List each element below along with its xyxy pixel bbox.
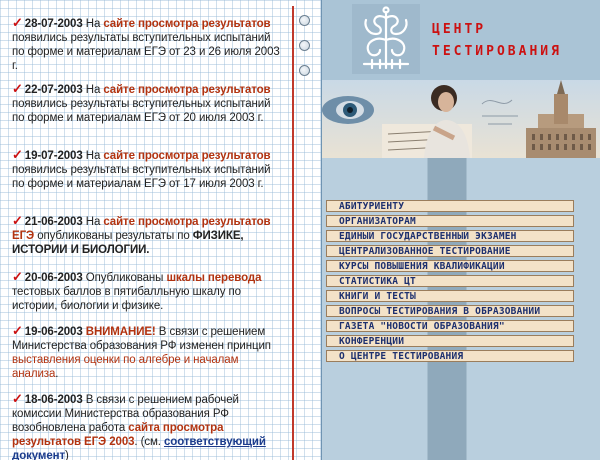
- news-text: .: [55, 368, 59, 380]
- news-text: . (см.: [134, 436, 161, 448]
- news-item: [12, 270, 284, 313]
- menu-item-newspaper[interactable]: ГАЗЕТА "НОВОСТИ ОБРАЗОВАНИЯ": [326, 320, 574, 332]
- news-item: [12, 392, 284, 460]
- news-text: появились результаты вступительных испытаний по форме и материалам ЕГЭ от 17 июля 2003 г.: [12, 164, 271, 190]
- news-text: На: [85, 150, 101, 162]
- check-icon: ✓: [12, 15, 23, 30]
- news-date: 19-06-2003: [24, 326, 83, 338]
- menu-item-statistics[interactable]: СТАТИСТИКА ЦТ: [326, 275, 574, 287]
- news-date: 19-07-2003: [24, 150, 83, 162]
- check-icon: ✓: [12, 269, 23, 284]
- news-text: Опубликованы: [85, 272, 164, 284]
- menu-item-applicants[interactable]: АБИТУРИЕНТУ: [326, 200, 574, 212]
- news-date: 22-07-2003: [24, 84, 83, 96]
- news-date: 28-07-2003: [24, 18, 83, 30]
- news-text: тестовых баллов в пятибалльную шкалу по истории, биологии и физике.: [12, 286, 241, 312]
- site-header: [322, 0, 600, 80]
- results-link[interactable]: сайта просмотра результатов ЕГЭ 2003: [12, 422, 224, 448]
- news-text: На: [85, 84, 101, 96]
- menu-item-training-courses[interactable]: КУРСЫ ПОВЫШЕНИЯ КВАЛИФИКАЦИИ: [326, 260, 574, 272]
- news-date: 21-06-2003: [24, 216, 83, 228]
- news-date: 20-06-2003: [24, 272, 83, 284]
- grading-link[interactable]: выставления оценки по алгебре и началам анализа: [12, 354, 239, 380]
- results-link[interactable]: сайте просмотра результатов: [103, 150, 271, 162]
- check-icon: ✓: [12, 213, 23, 228]
- check-icon: ✓: [12, 391, 23, 406]
- binder-hole: [299, 65, 310, 76]
- scales-link[interactable]: шкалы перевода: [166, 272, 262, 284]
- news-item: [12, 324, 284, 381]
- menu-item-books-tests[interactable]: КНИГИ И ТЕСТЫ: [326, 290, 574, 302]
- results-link[interactable]: сайте просмотра результатов: [103, 18, 271, 30]
- menu-item-unified-exam[interactable]: ЕДИНЫЙ ГОСУДАРСТВЕННЫЙ ЭКЗАМЕН: [326, 230, 574, 242]
- news-item: [12, 148, 284, 191]
- news-date: 18-06-2003: [24, 394, 83, 406]
- news-text: ): [65, 450, 69, 460]
- header-collage-image: [322, 80, 600, 158]
- binder-hole: [299, 15, 310, 26]
- ornament-logo-icon: [352, 4, 420, 74]
- menu-item-organizers[interactable]: ОРГАНИЗАТОРАМ: [326, 215, 574, 227]
- document-link[interactable]: соответствующий документ: [12, 436, 266, 460]
- check-icon: ✓: [12, 147, 23, 162]
- menu-item-about[interactable]: О ЦЕНТРЕ ТЕСТИРОВАНИЯ: [326, 350, 574, 362]
- news-item: [12, 16, 284, 73]
- news-text: опубликованы результаты по: [37, 230, 190, 242]
- news-text: На: [85, 18, 101, 30]
- site-title-line2: ТЕСТИРОВАНИЯ: [432, 44, 562, 59]
- news-text: В связи с решением Министерства образования РФ изменен принцип: [12, 326, 271, 352]
- menu-item-testing-questions[interactable]: ВОПРОСЫ ТЕСТИРОВАНИЯ В ОБРАЗОВАНИИ: [326, 305, 574, 317]
- site-title-line1: ЦЕНТР: [432, 22, 487, 37]
- news-emphasis: ФИЗИКЕ, ИСТОРИИ И БИОЛОГИИ.: [12, 230, 244, 256]
- news-text: появились результаты вступительных испытаний по форме и материалам ЕГЭ от 23 и 26 июля 2003 г.: [12, 32, 280, 72]
- binder-hole: [299, 40, 310, 51]
- collage-illustration: [322, 80, 600, 158]
- news-text: На: [85, 216, 101, 228]
- news-text: В связи с решением рабочей комиссии Министерства образования РФ возобновлена работа: [12, 394, 239, 434]
- main-menu: [326, 200, 574, 365]
- news-text: появились результаты вступительных испытаний по форме и материалам ЕГЭ от 20 июля 2003 г.: [12, 98, 271, 124]
- menu-item-centralized-testing[interactable]: ЦЕНТРАЛИЗОВАННОЕ ТЕСТИРОВАНИЕ: [326, 245, 574, 257]
- warning-label: ВНИМАНИЕ!: [85, 326, 156, 338]
- news-item: [12, 214, 284, 257]
- margin-line: [292, 6, 294, 460]
- menu-item-conferences[interactable]: КОНФЕРЕНЦИИ: [326, 335, 574, 347]
- results-link[interactable]: сайте просмотра результатов: [103, 84, 271, 96]
- ege-results-link[interactable]: сайте просмотра результатов ЕГЭ: [12, 216, 271, 242]
- check-icon: ✓: [12, 81, 23, 96]
- check-icon: ✓: [12, 323, 23, 338]
- logo[interactable]: [352, 4, 420, 74]
- news-item: [12, 82, 284, 125]
